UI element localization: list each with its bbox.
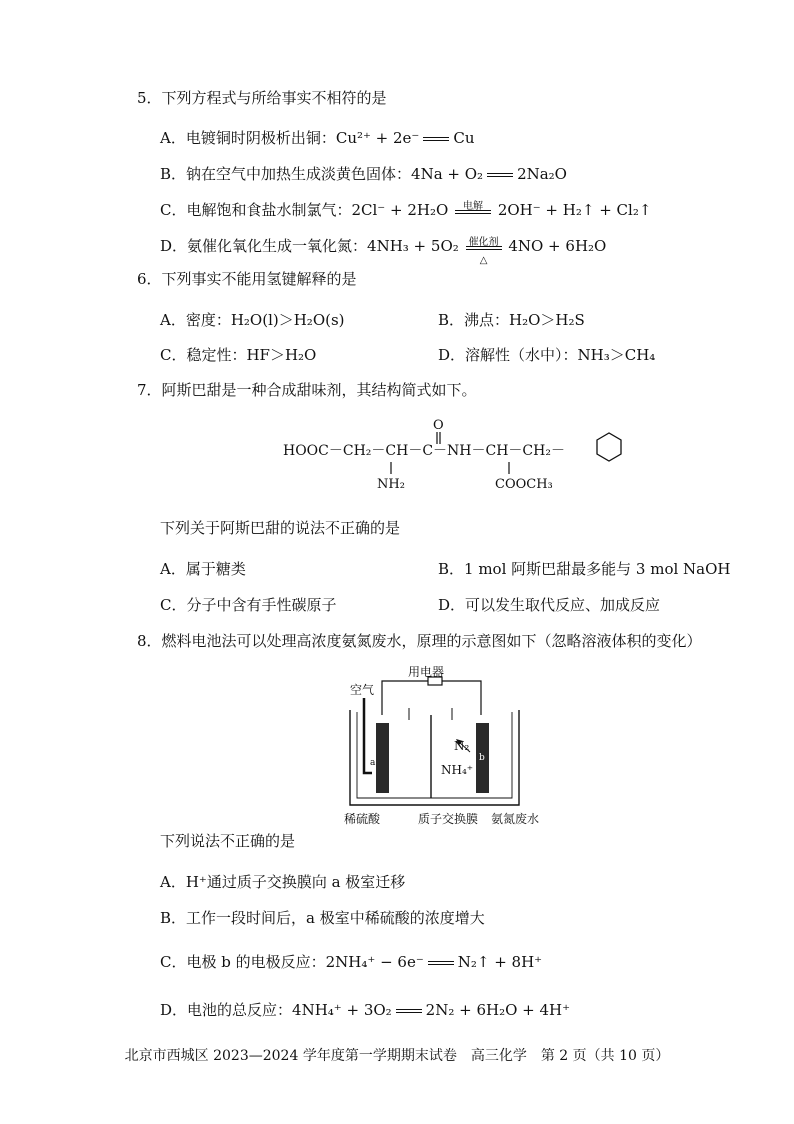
q5-b-text: B．钠在空气中加热生成淡黄色固体：	[160, 165, 412, 183]
structure-chain: HOOC－CH₂－CH－C－NH－CH－CH₂－	[283, 443, 565, 459]
q5-b-eq-right: 2Na₂O	[517, 165, 567, 183]
device-label: 用电器	[408, 665, 445, 679]
right-solution-label: 氨氮废水	[491, 812, 540, 826]
q7-option-c: C．分子中含有手性碳原子	[160, 596, 337, 614]
air-label: 空气	[350, 683, 375, 697]
n2-label: N₂	[454, 739, 470, 753]
q8-option-d	[160, 1000, 570, 1020]
condition-top: 电解	[463, 201, 484, 212]
page-footer: 北京市西城区 2023—2024 学年度第一学期期末试卷 高三化学 第 2 页（共 10 页）	[124, 1048, 670, 1064]
q8-d-eq-right: 2N₂ + 6H₂O + 4H⁺	[425, 1001, 571, 1019]
left-solution-label: 稀硫酸	[344, 812, 381, 826]
q5-c-text: C．电解饱和食盐水制氯气：	[160, 201, 352, 219]
q8-stem: 8．燃料电池法可以处理高浓度氨氮废水，原理的示意图如下（忽略溶液体积的变化）	[137, 632, 702, 650]
membrane-label: 质子交换膜	[418, 812, 479, 826]
q7-sub-stem: 下列关于阿斯巴甜的说法不正确的是	[160, 519, 401, 537]
q5-a-text: A．电镀铜时阴极析出铜：	[160, 129, 336, 147]
q8-c-eq-right: N₂↑ + 8H⁺	[457, 953, 543, 971]
condition-bottom: △	[479, 255, 488, 266]
electrode-b-label: b	[479, 753, 485, 763]
q5-stem: 5．下列方程式与所给事实不相符的是	[137, 89, 387, 107]
equals-sign	[396, 1009, 422, 1013]
q8-option-c	[160, 952, 542, 972]
q8-option-a: A．H⁺通过质子交换膜向 a 极室迁移	[160, 873, 406, 891]
q7-stem: 7．阿斯巴甜是一种合成甜味剂，其结构简式如下。	[137, 381, 477, 399]
q6-option-d: D．溶解性（水中）：NH₃＞CH₄	[438, 346, 656, 364]
q5-a-eq-right: Cu	[453, 129, 475, 147]
q5-d-eq-left: 4NH₃ + 5O₂	[367, 237, 459, 255]
q5-d-eq-right: 4NO + 6H₂O	[508, 237, 607, 255]
q5-d-text: D．氨催化氧化生成一氧化氮：	[160, 237, 368, 255]
q8-option-b: B．工作一段时间后，a 极室中稀硫酸的浓度增大	[160, 909, 485, 927]
q6-option-a: A．密度：H₂O(l)＞H₂O(s)	[160, 311, 345, 329]
q5-c-eq-right: 2OH⁻ + H₂↑ + Cl₂↑	[497, 201, 652, 219]
q6-option-b: B．沸点：H₂O＞H₂S	[438, 311, 585, 329]
q8-c-eq-left: 2NH₄⁺ − 6e⁻	[325, 953, 424, 971]
carbonyl-oxygen: O	[433, 418, 444, 433]
ester-group: COOCH₃	[495, 477, 553, 492]
q8-d-eq-left: 4NH₄⁺ + 3O₂	[292, 1001, 392, 1019]
q8-sub-stem: 下列说法不正确的是	[160, 832, 296, 850]
q6-option-c: C．稳定性：HF＞H₂O	[160, 346, 317, 364]
q8-c-text: C．电极 b 的电极反应：	[160, 953, 326, 971]
q5-c-eq-left: 2Cl⁻ + 2H₂O	[351, 201, 449, 219]
q7-option-a: A．属于糖类	[160, 560, 246, 578]
condition-top: 催化剂	[468, 237, 499, 248]
q8-d-text: D．电池的总反应：	[160, 1001, 293, 1019]
q7-option-d: D．可以发生取代反应、加成反应	[438, 596, 661, 614]
electrode-a-label: a	[370, 758, 376, 768]
q5-a-eq-left: Cu²⁺ + 2e⁻	[335, 129, 420, 147]
amino-group: NH₂	[377, 477, 405, 492]
q5-b-eq-left: 4Na + O₂	[411, 165, 484, 183]
equals-sign	[428, 961, 454, 965]
q7-option-b: B．1 mol 阿斯巴甜最多能与 3 mol NaOH	[438, 560, 731, 578]
nh4-label: NH₄⁺	[441, 763, 474, 777]
q6-stem: 6．下列事实不能用氢键解释的是	[137, 270, 357, 288]
